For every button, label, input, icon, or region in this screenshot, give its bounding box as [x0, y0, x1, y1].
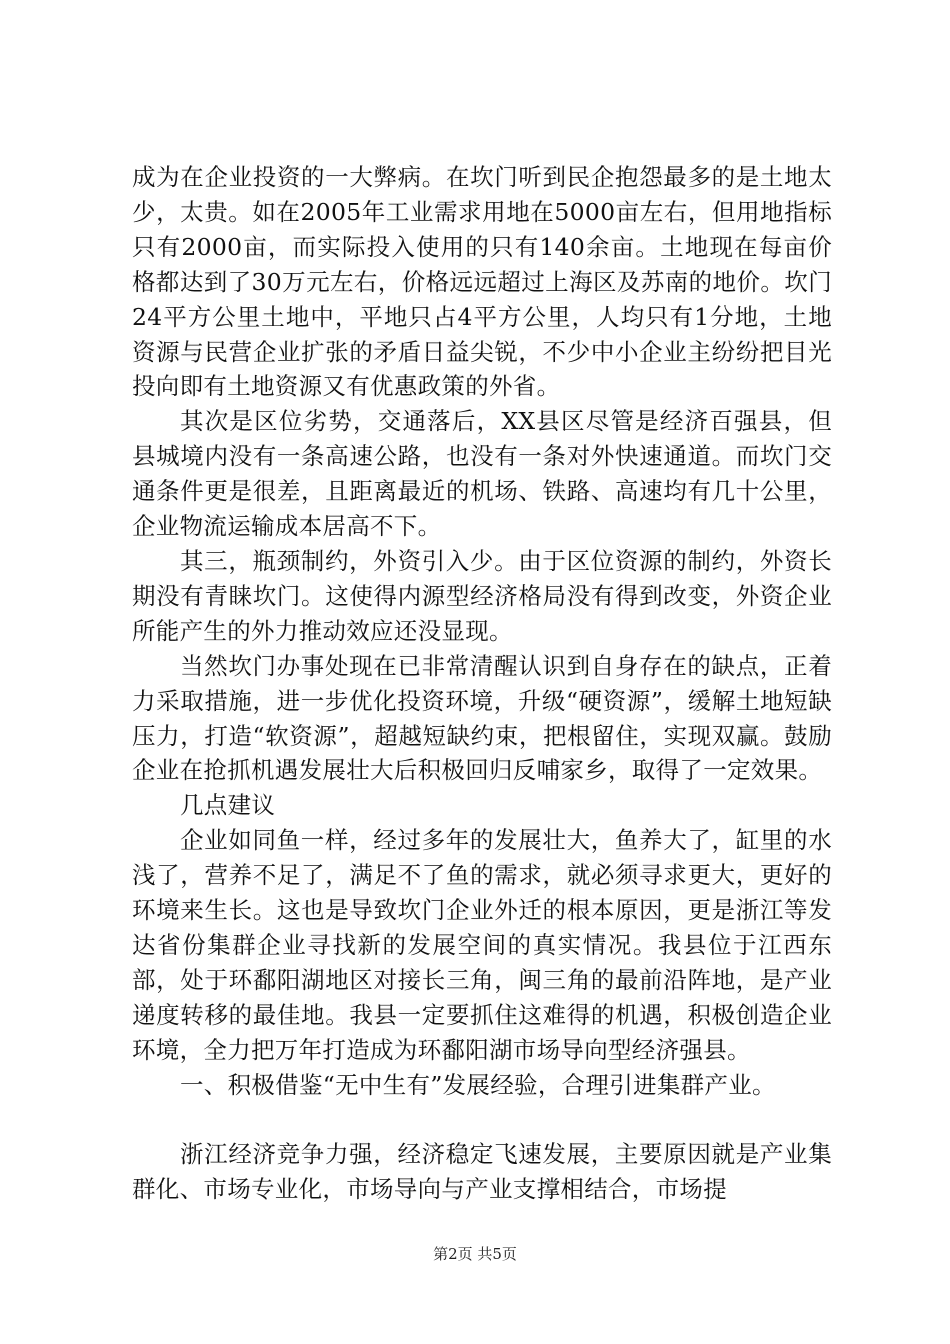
subheading-cluster-industry: 一、积极借鉴“无中生有”发展经验，合理引进集群产业。 [180, 1070, 776, 1099]
paragraph-measures: 当然坎门办事处现在已非常清醒认识到自身存在的缺点，正着力采取措施，进一步优化投资环境，升级“硬资源”，缓解土地短缺压力，打造“软资源”，超越短缺约束，把根留住，实现双赢。鼓励企业在抢抓机遇发展壮大后积极回归反哺家乡，取得了一定效果。 [132, 651, 832, 785]
document-body [132, 160, 832, 1207]
page-number-label: 第2页 共5页 [433, 1245, 517, 1263]
section-heading-suggestions: 几点建议 [180, 791, 276, 820]
paragraph-fish-analogy: 企业如同鱼一样，经过多年的发展壮大，鱼养大了，缸里的水浅了，营养不足了，满足不了鱼的需求，就必须寻求更大，更好的环境来生长。这也是导致坎门企业外迁的根本原因，更是浙江等发达省份集群企业寻找新的发展空间的真实情况。我县位于江西东部，处于环鄱阳湖地区对接长三角，闽三角的最前沿阵地，是产业递度转移的最佳地。我县一定要抓住这难得的机遇，积极创造企业环境，全力把万年打造成为环鄱阳湖市场导向型经济强县。 [132, 826, 832, 1064]
paragraph-spacer [132, 1102, 832, 1137]
paragraph-location-disadvantage: 其次是区位劣势，交通落后，XX县区尽管是经济百强县，但县城境内没有一条高速公路，也没有一条对外快速通道。而坎门交通条件更是很差，且距离最近的机场、铁路、高速均有几十公里，企业物流运输成本居高不下。 [132, 407, 832, 541]
paragraph-land-shortage: 成为在企业投资的一大弊病。在坎门听到民企抱怨最多的是土地太少，太贵。如在2005年工业需求用地在5000亩左右，但用地指标只有2000亩，而实际投入使用的只有140余亩。土地现在每亩价格都达到了30万元左右，价格远远超过上海区及苏南的地价。坎门24平方公里土地中，平地只占4平方公里，人均只有1分地，土地资源与民营企业扩张的矛盾日益尖锐，不少中小企业主纷纷把目光投向即有土地资源又有优惠政策的外省。 [132, 163, 832, 401]
paragraph-zhejiang-economy: 浙江经济竞争力强，经济稳定飞速发展，主要原因就是产业集群化、市场专业化，市场导向与产业支撑相结合，市场提 [132, 1140, 832, 1204]
paragraph-bottleneck: 其三，瓶颈制约，外资引入少。由于区位资源的制约，外资长期没有青睐坎门。这使得内源型经济格局没有得到改变，外资企业所能产生的外力推动效应还没显现。 [132, 546, 832, 645]
page-footer [0, 1244, 950, 1264]
